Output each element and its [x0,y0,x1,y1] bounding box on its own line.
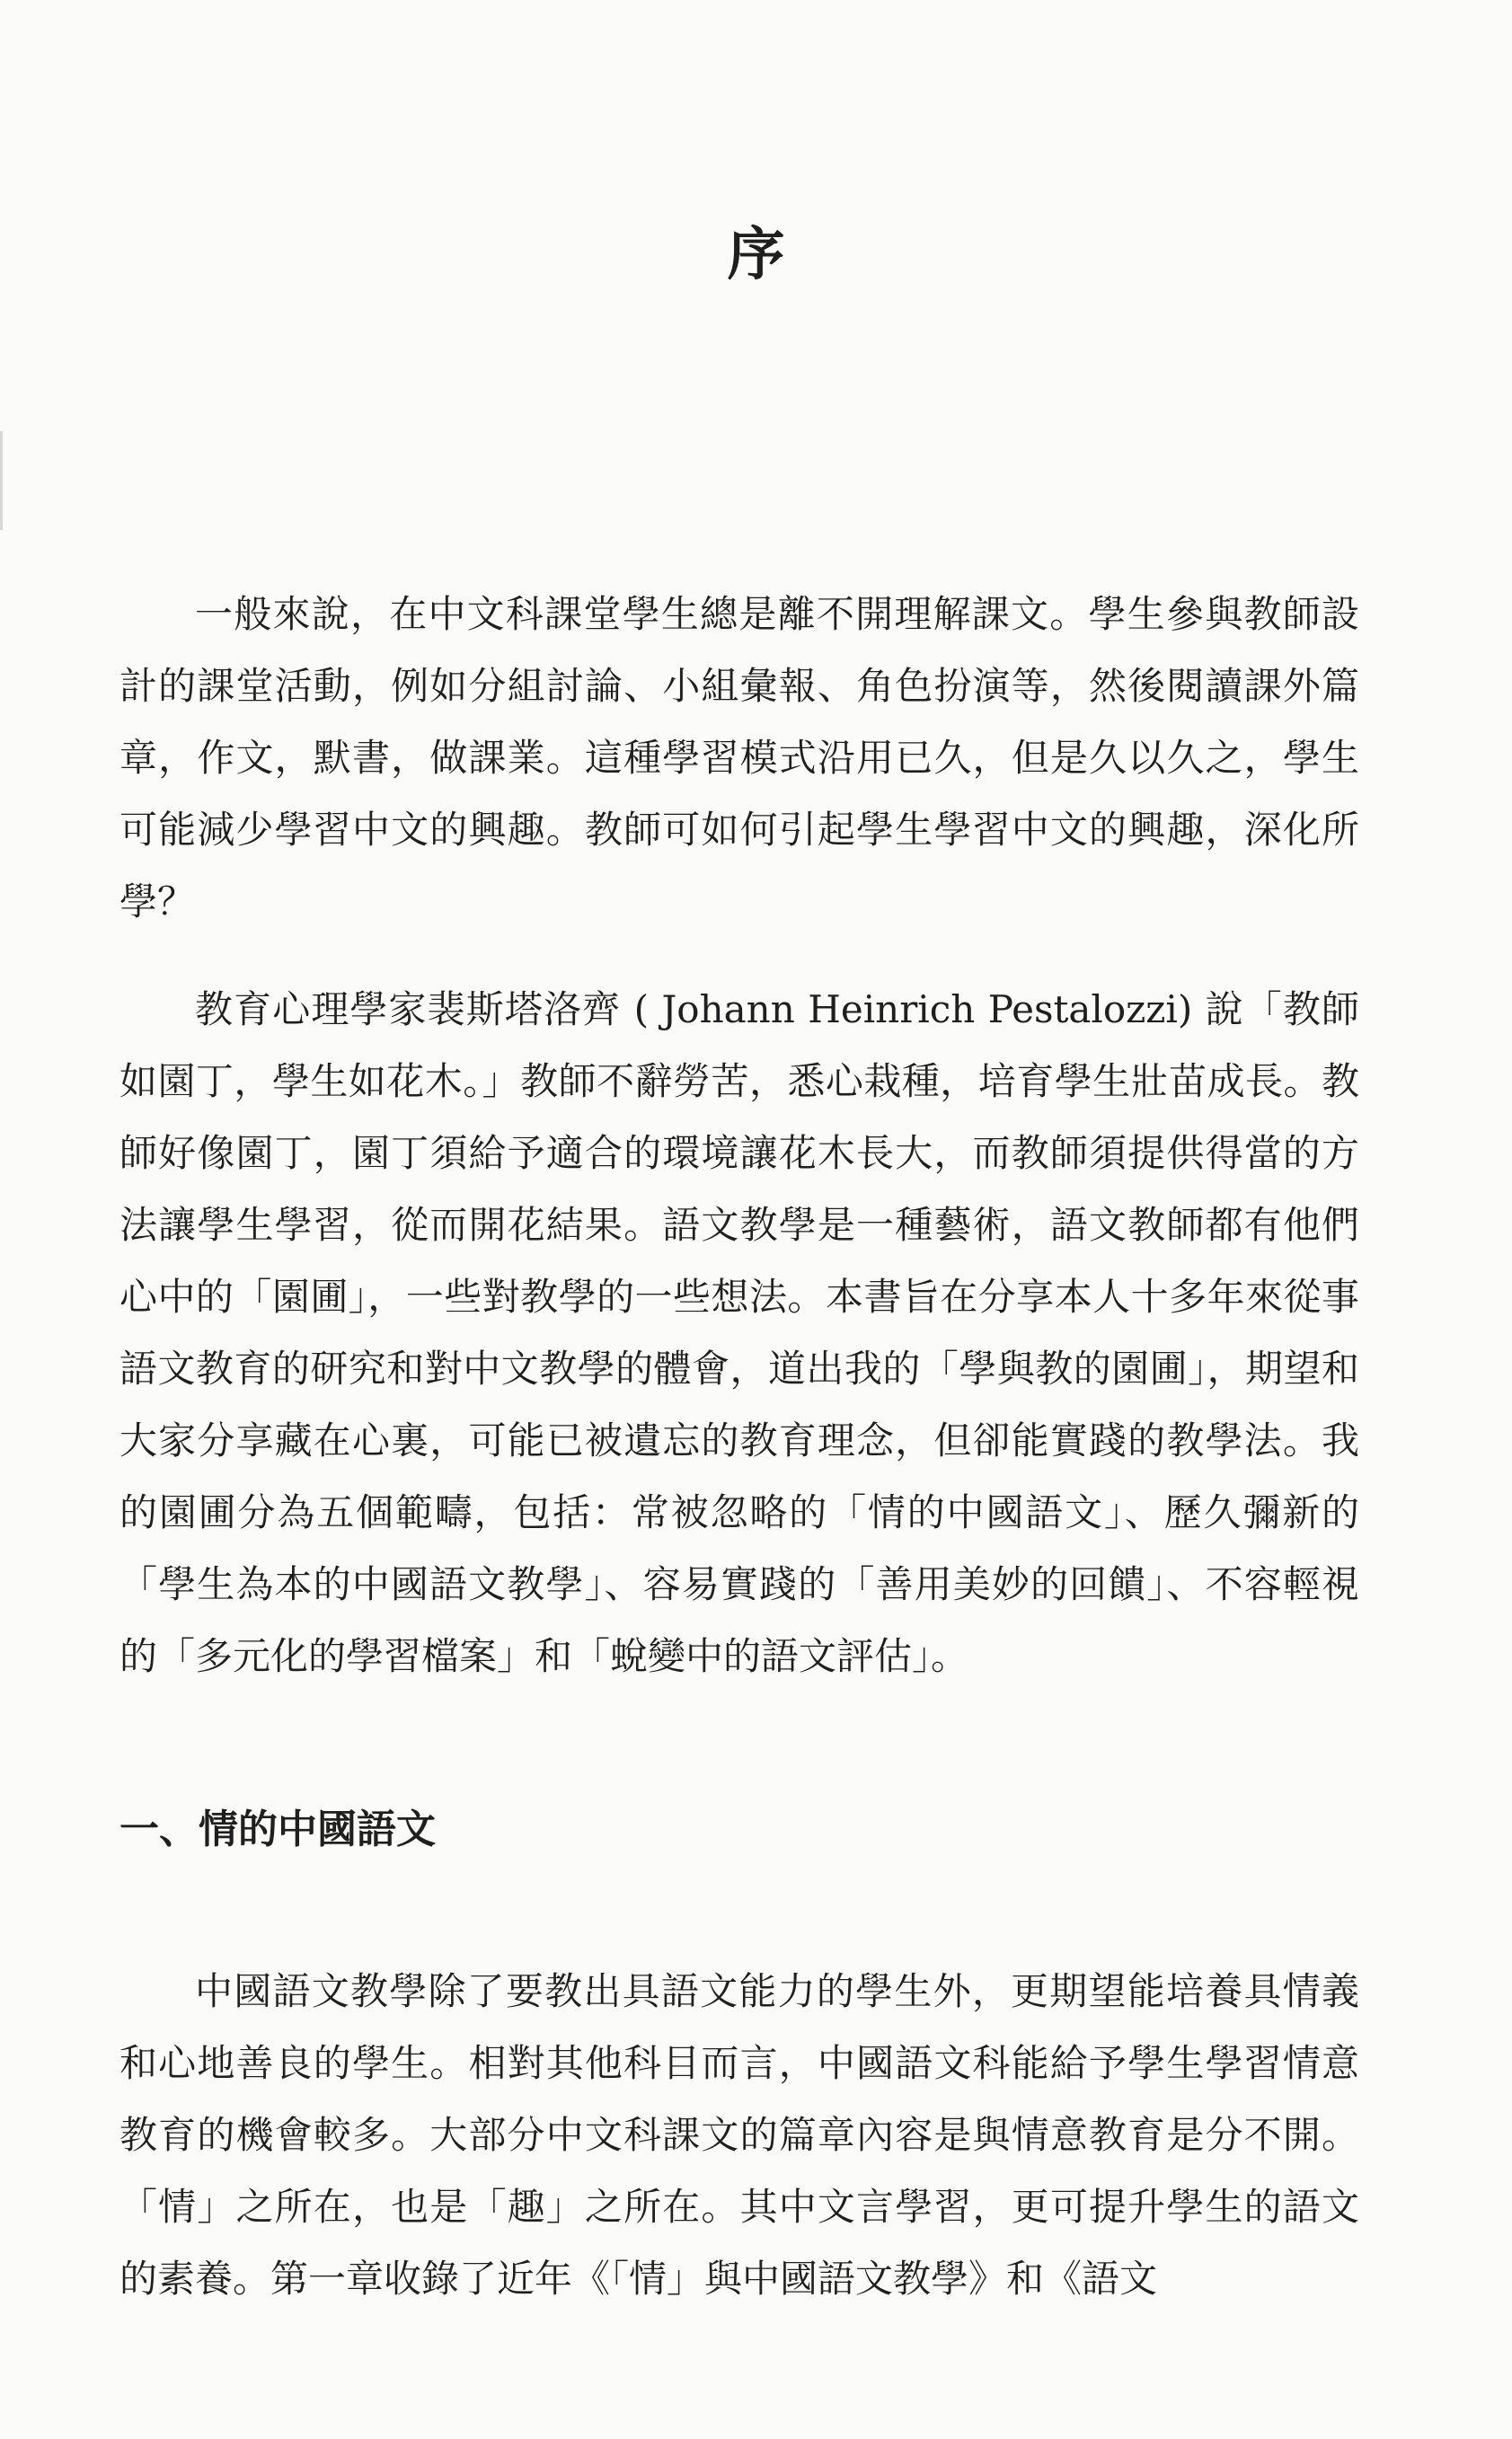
paragraph-gardener: 教育心理學家裴斯塔洛齊 ( Johann Heinrich Pestalozzi) 說「教師如園丁，學生如花木。」教師不辭勞苦，悉心栽種，培育學生壯苗成長。教師好像園丁，園丁須給予適合的環境讓花木長大，而教師須提供得當的方法讓學生學習，從而開花結果。語文教學是一種藝術，語文教師都有他們心中的「園圃」，一些對教學的一些想法。本書旨在分享本人十多年來從事語文教育的研究和對中文教學的體會，道出我的「學與教的園圃」，期望和大家分享藏在心裏，可能已被遺忘的教育理念，但卻能實踐的教學法。我的園圃分為五個範疇，包括：常被忽略的「情的中國語文」、歷久彌新的「學生為本的中國語文教學」、容易實踐的「善用美妙的回饋」、不容輕視的「多元化的學習檔案」和「蛻變中的語文評估」。 [119,987,1359,1678]
page-title: 序 [727,221,785,288]
section-heading: 一、情的中國語文 [119,1807,436,1852]
scan-edge-mark [0,431,3,530]
paragraph-intro: 一般來說，在中文科課堂學生總是離不開理解課文。學生參與教師設計的課堂活動，例如分組討論、小組彙報、角色扮演等，然後閱讀課外篇章，作文，默書，做課業。這種學習模式沿用已久，但是久以久之，學生可能減少學習中文的興趣。教師可如何引起學生學習中文的興趣，深化所學？ [119,592,1359,923]
paragraph-section-one: 中國語文教學除了要教出具語文能力的學生外，更期望能培養具情義和心地善良的學生。相對其他科目而言，中國語文科能給予學生學習情意教育的機會較多。大部分中文科課文的篇章內容是與情意教育是分不開。「情」之所在，也是「趣」之所在。其中文言學習，更可提升學生的語文的素養。第一章收錄了近年《「情」與中國語文教學》和《語文 [119,1969,1359,2301]
